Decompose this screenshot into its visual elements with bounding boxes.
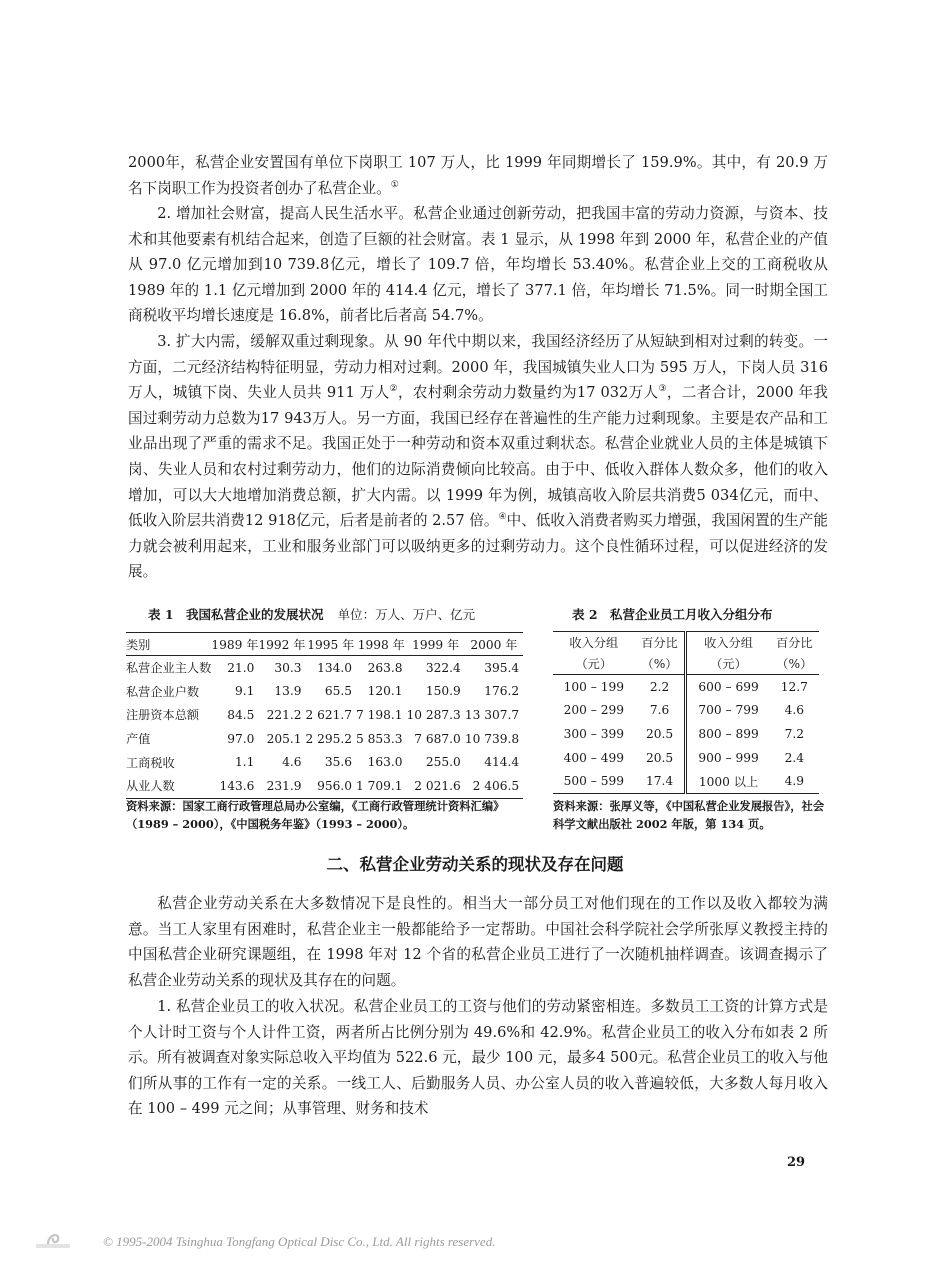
table-cell: 7.2 — [784, 726, 804, 741]
table-cell: 1.1 — [235, 755, 255, 770]
footnote-marker: ④ — [498, 512, 507, 523]
table-header: （元） — [686, 653, 770, 675]
paragraph-lead: 1. 私营企业员工的收入状况。 — [157, 998, 354, 1015]
table-cell: 7 687.0 — [414, 731, 461, 746]
table-row — [553, 722, 819, 746]
table-cell: 2.4 — [784, 750, 804, 765]
table-cell: 17.4 — [635, 769, 686, 793]
table1-source: 资料来源：国家工商行政管理总局办公室编，《工商行政管理统计资料汇编》（1989 – 2000），《中国税务年鉴》（1993 – 2000）。 — [126, 799, 505, 831]
table-cell: 20.5 — [635, 722, 686, 746]
table-header: 1998 年 — [356, 633, 407, 656]
table-cell: 私营企业户数 — [126, 684, 200, 699]
table-row — [126, 774, 523, 798]
section-heading: 二、私营企业劳动关系的现状及存在问题 — [326, 855, 624, 874]
table-header: 收入分组 — [704, 636, 753, 650]
table-cell: 35.6 — [324, 755, 352, 770]
copyright-footer: © 1995-2004 Tsinghua Tongfang Optical Disc Co., Ltd. All rights reserved. — [103, 1234, 496, 1249]
table-row — [126, 727, 523, 751]
table-cell: 120.1 — [367, 684, 403, 699]
table-cell: 231.9 — [266, 778, 302, 793]
table-header: 1989 年 — [211, 633, 258, 656]
table-header: 1995 年 — [305, 633, 356, 656]
paragraph-domestic-demand: 3. 扩大内需，缓解双重过剩现象。从 90 年代中期以来，我国经济经历了从短缺到相对过剩的转变。一方面，二元经济结构特征明显，劳动力相对过剩。2000 年，我国城镇失业人口为 595 万人，下岗人员 316 万人，城镇下岗、失业人员共 911 万人②，农村剩余劳动力数量约为17 032万人③，二者合计，2000 年我国过剩劳动力总数为17 943万人。另一方面，我国已经存在普遍性的生产能力过剩现象。主要是农产品和工业品出现了严重的需求不足。我国正处于一种劳动和资本双重过剩状态。私营企业就业人员的主体是城镇下岗、失业人员和农村过剩劳动力，他们的边际消费倾向比较高。由于中、低收入群体人数众多，他们的收入增加，可以大大地增加消费总额，扩大内需。以 1999 年为例，城镇高收入阶层共消费5 034亿元，而中、低收入阶层共消费12 918亿元，后者是前者的 2.57 倍。④中、低收入消费者购买力增强，我国闲置的生产能力就会被利用起来，工业和服务业部门可以吸纳更多的过剩劳动力。这个良性循环过程，可以促进经济的发展。 — [128, 333, 829, 581]
table-cell: 414.4 — [484, 755, 520, 770]
table-header: 类别 — [126, 633, 211, 656]
page-number: 29 — [787, 1155, 806, 1170]
publisher-logo-icon — [34, 1226, 74, 1252]
table-header: 1999 年 — [407, 633, 465, 656]
table-cell: 4.6 — [784, 703, 804, 718]
table-cell: 200 – 299 — [563, 703, 624, 718]
table-cell: 7 198.1 — [356, 707, 403, 722]
table1-unit: 单位：万人、万户、亿元 — [337, 607, 476, 622]
table-cell: 4.6 — [282, 755, 302, 770]
table-cell: 私营企业主人数 — [126, 661, 212, 676]
table-cell: 10 287.3 — [406, 707, 461, 722]
table-cell: 956.0 — [317, 778, 352, 793]
table1-caption: 表 1 我国私营企业的发展状况 单位：万人、万户、亿元 — [148, 607, 476, 622]
table-cell: 700 – 799 — [698, 703, 759, 718]
table-header-row — [553, 653, 819, 675]
table-header-row — [553, 632, 819, 654]
paragraph-labor-relations: 私营企业劳动关系在大多数情况下是良性的。相当大一部分员工对他们现在的工作以及收入都较为满意。当工人家里有困难时，私营企业主一般都能给予一定帮助。中国社会科学院社会学所张厚义教授主持的中国私营企业研究课题组，在 1998 年对 12 个省的私营企业员工进行了一次随机抽样调查。该调查揭示了私营企业劳动关系的现状及其存在的问题。 — [128, 895, 828, 989]
table-cell: 2 621.7 — [305, 707, 352, 722]
table-row — [553, 699, 819, 723]
table-cell: 从业人数 — [126, 779, 175, 794]
table2 — [553, 631, 819, 794]
table-cell: 20.5 — [635, 746, 686, 770]
table-header-row — [126, 633, 523, 656]
table-row — [553, 675, 819, 699]
table-cell: 150.9 — [425, 684, 461, 699]
table-cell: 100 – 199 — [563, 679, 624, 694]
table-cell: 263.8 — [367, 660, 403, 675]
table-cell: 12.7 — [780, 679, 808, 694]
table-cell: 900 – 999 — [698, 750, 759, 765]
table2-source: 资料来源：张厚义等，《中国私营企业发展报告》，社会科学文献出版社 2002 年版，第 134 页。 — [553, 799, 825, 831]
table-header: （%） — [770, 653, 819, 675]
table-cell: 176.2 — [484, 684, 520, 699]
table-header: 1992 年 — [258, 633, 305, 656]
table-cell: 395.4 — [484, 660, 520, 675]
table-row — [126, 750, 523, 774]
table-header: 百分比 — [776, 636, 813, 650]
table-cell: 9.1 — [235, 684, 255, 699]
table2-caption: 表 2 私营企业员工月收入分组分布 — [572, 607, 773, 622]
table-cell: 13 307.7 — [464, 707, 520, 722]
table-cell: 134.0 — [317, 660, 352, 675]
paragraph-wealth: 2. 增加社会财富，提高人民生活水平。私营企业通过创新劳动，把我国丰富的劳动力资源，与资本、技术和其他要素有机结合起来，创造了巨额的社会财富。表 1 显示，从 1998 年到 2000 年，私营企业的产值从 97.0 亿元增加到10 739.8亿元，增长了 109.7 倍，年均增长 53.40%。私营企业上交的工商税收从 1989 年的 1.1 亿元增加到 2000 年的 414.4 亿元，增长了 377.1 倍，年均增长 71.5%。同一时期全国工商税收平均增长速度是 16.8%，前者比后者高 54.7%。 — [128, 205, 828, 325]
table-cell: 4.9 — [784, 774, 804, 789]
footnote-marker: ② — [389, 384, 398, 395]
table-header: 2000 年 — [465, 633, 523, 656]
table-cell: 221.2 — [266, 707, 302, 722]
table-cell: 400 – 499 — [563, 750, 624, 765]
table-cell: 注册资本总额 — [126, 708, 200, 723]
table-cell: 143.6 — [219, 778, 255, 793]
table-row — [553, 746, 819, 770]
paragraph-lead: 2. 增加社会财富，提高人民生活水平。 — [157, 205, 414, 222]
table-header: 百分比 — [635, 632, 686, 654]
table-cell: 500 – 599 — [563, 774, 624, 789]
table-cell: 工商税收 — [126, 755, 175, 770]
paragraph-employment: 2000年，私营企业安置国有单位下岗职工 107 万人，比 1999 年同期增长了 159.9%。其中，有 20.9 万名下岗职工作为投资者创办了私营企业。① — [128, 154, 828, 197]
table-row — [126, 703, 523, 727]
table-cell: 5 853.3 — [356, 731, 403, 746]
table-cell: 2 021.6 — [414, 778, 461, 793]
table-row — [126, 656, 523, 680]
table-header: （%） — [635, 653, 686, 675]
table-cell: 205.1 — [266, 731, 302, 746]
table-cell: 800 – 899 — [698, 726, 759, 741]
table-cell: 13.9 — [274, 684, 302, 699]
table-cell: 产值 — [126, 732, 151, 747]
table-header: （元） — [553, 653, 635, 675]
table-cell: 163.0 — [367, 755, 403, 770]
table-row — [553, 769, 819, 793]
table-cell: 30.3 — [274, 660, 302, 675]
footnote-marker: ① — [390, 179, 399, 190]
table-cell: 97.0 — [227, 731, 255, 746]
table-cell: 84.5 — [227, 707, 255, 722]
table-cell: 65.5 — [324, 684, 352, 699]
table-cell: 600 – 699 — [698, 679, 759, 694]
table-row — [126, 680, 523, 704]
table-cell: 1000 以上 — [698, 774, 759, 789]
table-cell: 300 – 399 — [563, 726, 624, 741]
table-cell: 2 406.5 — [472, 778, 520, 793]
table-cell: 10 739.8 — [464, 731, 520, 746]
paragraph-income: 1. 私营企业员工的收入状况。私营企业员工的工资与他们的劳动紧密相连。多数员工工资的计算方式是个人计时工资与个人计件工资，两者所占比例分别为 49.6%和 42.9%。私营企业员工的收入分布如表 2 所示。所有被调查对象实际总收入平均值为 522.6 元，最少 100 元，最多4 500元。私营企业员工的收入与他们所从事的工作有一定的关系。一线工人、后勤服务人员、办公室人员的收入普遍较低，大多数人每月收入在 100 – 499 元之间；从事管理、财务和技术 — [128, 998, 828, 1118]
table1 — [126, 632, 523, 799]
table-cell: 322.4 — [425, 660, 461, 675]
table-cell: 2 295.2 — [305, 731, 352, 746]
table-cell: 1 709.1 — [356, 778, 403, 793]
table-cell: 255.0 — [425, 755, 461, 770]
paragraph-lead: 3. 扩大内需，缓解双重过剩现象。 — [157, 333, 384, 350]
table-cell: 2.2 — [635, 675, 686, 699]
footnote-marker: ③ — [658, 384, 667, 395]
table-cell: 21.0 — [227, 660, 255, 675]
table-cell: 7.6 — [635, 699, 686, 723]
table-header: 收入分组 — [569, 636, 619, 650]
